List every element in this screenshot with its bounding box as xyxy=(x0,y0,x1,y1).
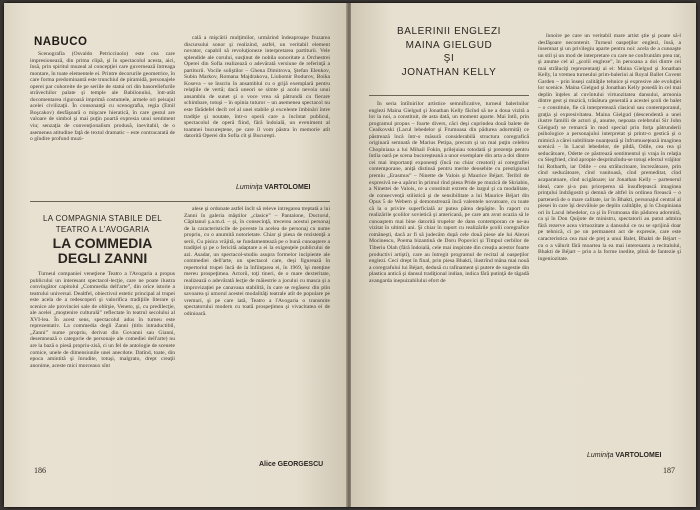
nabuco-signature-last: VARTOLOMEI xyxy=(264,184,311,191)
ballet-column-2-text: înnoire pe care un veritabil mare artist ştie şi poate să-l desfăşoare necontenit. Turneul oaspeţilor englezi, însă, a însemnat şi un privilegiu aparte pentru noi: acela de a cunoaşte un stil şi un mod de interpretare cu care ne confruntăm prea rar, şi anume cel al „şcolii engleze”, în persoana a doi dintre cei mai străluciţi reprezentanţi ai ei: Maina Gielgud şi Jonathan Kelly, la vremea turneului prim-balerini ai Royal Ballet Covent Garden – prin înseşi calităţile tehnice şi expresive ale evoluţiei lor scenice. Maina Gielgud şi Jonathan Kelly posedă în cel mai deplin înţeles al cuvîntului virtuozitatea dansului, armonia dintre gest şi muzică, trăsătura generală a acestei şcoli de balet – o constituie, fie că interpretează clasicul sau contemporanul, graţia şi expresivitatea. Maina Gielgud (descendentă a unei ilustre familii de actori şi, anume, nepoata celebrului Sir John Gielgud) se remarcă în mod special prin forţa pătrunderii psihologice a personajului interpretat şi printr-o gestică şi o mimică a cărei subtilitate nuanţează şi înfrumuseţează imaginea scenică – în Lacul lebedelor, de pildă, Odile, cea rea şi seducătoare, Odette ce păstrează sentimentul şi vraja în relaţia cu Siegfried, cînd apropie desprinzîndu-se totuşi efectul vrăjitor lui Rotbarth, iar Odile – cea strălucitoare, încrezătoare, prin cînd seducătoare, cînd vanitoasă, cînd premeditat, cînd acaparatoare, cînd ucigătoare; iar Jonathan Kelly – partenerul ideal, care şi-a pus priceperea să însufleţească imaginea prinţului îndrăgostit şi demnă de altfel în ordinea firească – o parteneră de o mare calitate, iar în Bhakti, personajul central al piesei în care îşi dezvăluie pe deplin calităţile, şi în Chopiniana ori în Lacul lebedelor, ca şi în Frumoasa din pădurea adormită, ca şi în Don Quijote de ministru, spectatorii au putut admira fără rezerve acea virtuozitate a dansului ce nu se sprijină doar pe tehnică, ci pe un permanent act de expresie, care este caracteristica cea mai de preţ a unui Balet, Bhakti de Béjart – cu o a vălurit fără moartea la ea mai interesanta a recitalului, Bhakti de Béjart – prin a la forme inedite, plină de fantezie şi ingeniozitate. xyxy=(538,33,681,262)
ballet-signature xyxy=(587,452,661,459)
nabuco-column-2-text: cală a mişcării mulţimilor, urmărind îndeaproape fruzarea discursului sonor şi realizind, astfel, un veritabil element novator, capabil să revoluţioneze interpretarea partiturii. Vele splendide ale corului, susţinut de nobila sonoritate a Orchestrei Operei din Sofia realizează o adevărată versiune de referinţă a partiturii. Vocile soliştilor – Ghena Dimitrova, Ştefan Elenkov, Subin Markov, Romana Majdrakova, Liubomir Bodurov, Boika Koseva – se înscriu în ansamblul cu o grijă exemplară pentru relaţiile de vertă; dacă uneori se simte şi acolo nevoia unui ansamblu de sunet şi o voce vrea să pătrundă cu fiecare schimbare, totuşi – în opinia tuturor – un asemenea spectacol nu este fărădefel decît cel al unei stabile şi excelente îmbinări între tradiţie şi noutate, într-o operă care a încîntat publicul, spectacolul de operă fiind, fără îndoială, un eveniment al toamnei bucureştene, pe care îl vom păstra în memorie atît datorită Operei din Sofia cît şi Bucureşti. xyxy=(184,35,330,140)
magazine-spread xyxy=(4,3,696,507)
ballet-column-2 xyxy=(538,33,681,459)
nabuco-title: NABUCO xyxy=(34,36,88,48)
page-number-left: 186 xyxy=(34,466,46,475)
nabuco-column-1-text: Scenografia (Osvaldo Petricciuolo) este cea care impresionează, din prima clipă, şi în spectacolul acesta, aici, însă, prin spiritul muzeal al concepţiei care guvernează întreaga montare, în toate elementele ei. Printre decorurile geometrice, în care forma predominantă este trunchiul de piramidă, personajele operei par cuhoreite de pe seriile de statui ori din basoreliefurile străvechilor palate şi temple ale Babilonului, într-atât docomentarea riguroasă imprimă costumele, armele ori peisajul acelei civilizaţii. În consonanţă cu scenografia, regia (Emil Boşcakov) desfăşoară o mişcare hieratică, în care gestul are valoare de simbol şi mai puţin poartă expresia unui sentiment viu; senzaţia de convenţionalism produsă, inevitabil, de o asemenea atitudine faţă de textul dramatic – este contracarată de o gîndire profund muzi- xyxy=(30,51,175,143)
title-underline xyxy=(369,95,529,96)
ballet-signature-last: VARTOLOMEI xyxy=(615,452,662,459)
nabuco-column-2 xyxy=(184,35,330,177)
zanni-subtitle: LA COMPAGNIA STABILE DEL TEATRO A L'AVOGARIA xyxy=(43,214,162,234)
right-page xyxy=(351,3,696,507)
nabuco-signature-first: Luminiţa xyxy=(236,184,263,191)
left-page xyxy=(4,3,347,507)
nabuco-column-1 xyxy=(30,51,175,199)
page-number-right: 187 xyxy=(663,466,675,475)
ballet-title-line-4: JONATHAN KELLY xyxy=(401,66,497,78)
section-divider xyxy=(30,201,330,202)
zanni-column-1-text: Turneul companiei veneţiene Teatro a l'Avogaria a propus publicului un interesant spectacol-lecţie, care ne poate ilustra convingător capitolul „Commedia dell'arte”, din orice istorie a teatrului universal. Dealtfel, obiectivul estetic principal al trupei este acela de a redescoperi şi valorifica tradiţiile literare şi scenice ale provinciei sale de obîrşie, Veneto, şi, cu predilecţie, ale acelei „moştenire culturală” reflectate în teatrul secolului al XVI-lea. În acest sens, spectacolul adus în turneu este reprezentativ. La commedia degli Zanni (titlu intraductibil, „Zanni” nume propriu, derivat din Govanni sau Gianni, desemnează o categorie de personaje ale comediei dell'arte) nu are la bază o piesă propriu-zisă, ci un fel de antologie de scenete comice, unele de dimensiunile unei anecdote. Datînd, toate, din epoca amintită şi înrudite, totuşi, malgrato, drept creaţii anonime, aceste mici morceaux sînt xyxy=(30,271,175,369)
ballet-title-line-3: ŞI xyxy=(443,53,455,64)
nabuco-signature xyxy=(236,184,310,191)
ballet-column-1-text: În seria întîlnirilor artistice semnificative, turneul balerinilor englezi Maina Gielgud şi Jonathan Kelly făcînd să ne a doua vizită a lor la noi, a constituit, de asta dată, un moment aparte. Mai întîi, prin programul propus – foarte divers, căci deşi cuprindea două balete de Ceaikovski (Lacul lebedelor şi Frumoasa din pădurea adormită) ce păstrează încă într-o măsură considerabilă structura coregrafică originară semnată de Marius Petipa, precum şi un mai puţin celebru Chopiniana a lui Mihail Fokin, prilejuiau totodată şi prezenţa pentru întîia oară pe scena bucureşteană a unor exemplare din arta a doi dintre cei mai importanţi exponenţi (încă nu chiar creatori) ai coregrafiei contemporane, aniţă distinsă pentru merite deosebite cu prestigiosul premiu „Erasmus” – Ninette de Valois şi Maurice Béjart. Teribil de expresivă ne-a apărut în primul rînd piesa Pride pe muzică de Skriabin, a Ninettei de Valois, ce a constituit extrem de largul şi ca modalitate, de consecvenţă stilistică şi de sensibilitate a lui Maurice Béjart din Opus 5 de Webern şi demonstrează încă valentele novatoare, cu toate că la o privire superficială ar putea părea depăşite. În raport cu realizările şcolilor sovietică şi americană, pe care am avut ocazia să le cunoaştem mai bine datorită trupelor de dans contemporan ce ne-au vizitat în ultimii ani. Şi chiar în raport cu realizările şcolii coregrafice româneşti, dacă ar fi să judecăm după cele două piese ale lui Alexei Mocinescu, Poema bizantină de Doru Popovici şi Timpul cerbilor de Tiberiu Olah (fără îndoială, cele mai inspirate din creaţia acestor foarte productivi artişti), care au întregit programul de recital al oaspeţilor englezi. Ceci drept în final, prin piesa Bhakti, ilustrînd mâna mai nouă a coregrafului lui Béjart, dedusă cu rafinament şi putere de sugestie din plastica antică şi dansul tradiţional indian, indica fără putinţă de tăgadă avangarda inepuizabilului efort de xyxy=(369,101,529,284)
zanni-column-2-text: alese şi ordonate astfel încît să releve intregarea treptată a lui Zanni în galeria măştilor „clasice” – Pantalone, Doctorul, Căpitanul ş.a.m.d. – şi, în consecinţă, trecerea acestui personaj de la caracteristicile de poveste la acelea de personaj cu nume propriu, cu o anumită notorietate. Chiar şi piesa de rezistenţă a serii, Cu pisica vrăjită, se fundamentează pe o bună cunoaştere a tradiţiei şi pe o fericită adaptare a ei la exigenţele publicului de azi. Asadar, un spectacol-studiu asupra formelor incipiente ale commediei dell'arte, un spectacol care, deşi figurează în repertoriul trupei încă de la înfiinţarea ei, în 1969, îşi menţine mereu prospeţimea. Actorii, toţi tineri, de o mare dexteritate, realizează o adevărată lecţie de măiestrie a jocului cu masca şi a improvizaţiei pe canavaua stabilită, în care se regăsesc din plin savoarea şi umorul acestei modalităţi teatrale atît de populare pe vremuri, şi pe care iată, Teatro a l'Avogaria o transmite spectatorului modern cu toată prospeţimea şi vivacitatea ei de odinioară. xyxy=(184,206,330,317)
zanni-signature: Alice GEORGESCU xyxy=(259,461,324,468)
ballet-signature-first: Luminiţa xyxy=(587,452,614,459)
zanni-title: LA COMMEDIA DEGLI ZANNI xyxy=(52,235,153,266)
zanni-column-2 xyxy=(184,206,330,459)
ballet-title-line-1: BALERINII ENGLEZI xyxy=(396,26,502,37)
ballet-title xyxy=(369,25,529,79)
zanni-column-1 xyxy=(30,271,175,463)
ballet-column-1 xyxy=(369,101,529,473)
ballet-title-line-2: MAINA GIELGUD xyxy=(405,39,493,51)
